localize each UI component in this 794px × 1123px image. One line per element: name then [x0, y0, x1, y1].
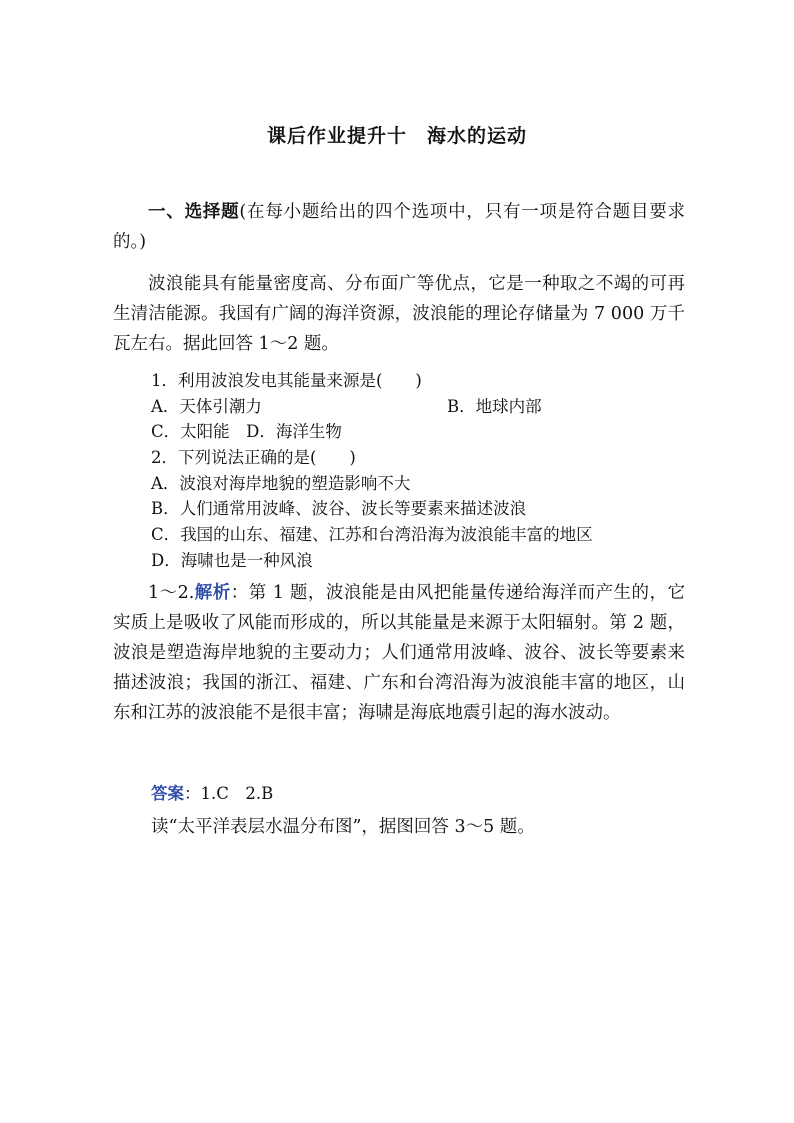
question-2-stem: 2．下列说法正确的是( ) [151, 448, 356, 467]
question-2-option-d: D．海啸也是一种风浪 [151, 551, 313, 570]
answer-text: ：1.C 2.B [184, 784, 274, 803]
analysis-text: ：第 1 题，波浪能是由风把能量传递给海洋而产生的，它实质上是吸收了风能而形成的，所以其能量是来源于太阳辐射。第 2 题，波浪是塑造海岸地貌的主要动力；人们通常用波峰、波谷、波长等要素来描述波浪；我国的浙江、福建、广东和台湾沿海为波浪能丰富的地区，山东和江苏的波浪能不是很丰富；海啸是海底地震引起的海水波动。 [113, 583, 685, 723]
next-instruction: 读“太平洋表层水温分布图”，据图回答 3～5 题。 [151, 817, 535, 837]
analysis-prefix: 1～2. [148, 583, 195, 603]
section-heading: 一、选择题 [148, 202, 240, 222]
section-note: (在每小题给出的四个选项中，只有一项是符合题目要求的。) [113, 202, 686, 252]
question-1-options-cd: C．太阳能 D．海洋生物 [151, 422, 342, 441]
analysis-paragraph [113, 578, 685, 728]
page-title: 课后作业提升十 海水的运动 [266, 125, 527, 147]
intro-paragraph: 波浪能具有能量密度高、分布面广等优点，它是一种取之不竭的可再生清洁能源。我国有广阔的海洋资源，波浪能的理论存储量为 7 000 万千瓦左右。据此回答 1～2 题。 [113, 274, 685, 354]
question-1-stem: 1．利用波浪发电其能量来源是( ) [151, 371, 422, 390]
question-2-option-b: B．人们通常用波峰、波谷、波长等要素来描述波浪 [151, 499, 527, 518]
answer-label: 答案 [151, 784, 184, 803]
analysis-label: 解析 [194, 583, 231, 603]
section-instruction [113, 197, 685, 257]
question-2-option-a: A．波浪对海岸地貌的塑造影响不大 [151, 474, 411, 493]
question-1-option-a: A．天体引潮力 [151, 397, 262, 416]
answer-line [151, 783, 273, 805]
question-1-option-b: B．地球内部 [447, 397, 542, 416]
question-2-option-c: C．我国的山东、福建、江苏和台湾沿海为波浪能丰富的地区 [151, 525, 593, 544]
